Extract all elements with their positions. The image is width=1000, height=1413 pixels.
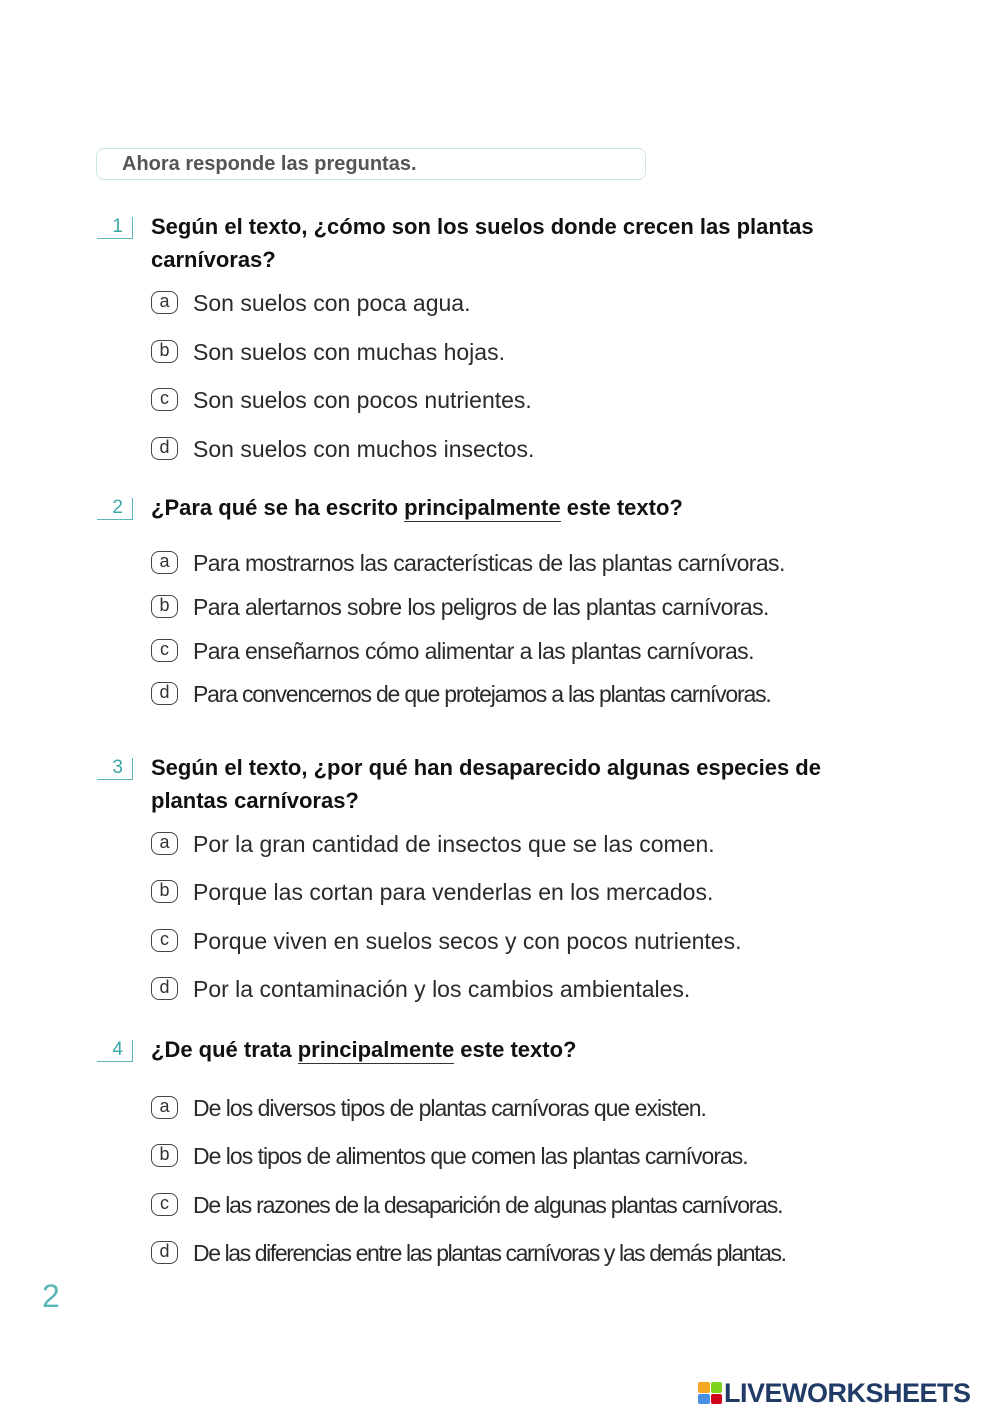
- option-text: De las diferencias entre las plantas carnívoras y las demás plantas.: [193, 1240, 786, 1266]
- option-text: De los diversos tipos de plantas carnívoras que existen.: [193, 1095, 706, 1121]
- option-3a[interactable]: [151, 829, 911, 859]
- question-number: 1: [97, 217, 133, 239]
- option-text: Porque viven en suelos secos y con pocos nutrientes.: [193, 928, 742, 954]
- option-3c[interactable]: [151, 926, 911, 956]
- option-letter: a: [151, 832, 178, 855]
- option-text: De los tipos de alimentos que comen las plantas carnívoras.: [193, 1143, 748, 1169]
- option-text: Por la gran cantidad de insectos que se las comen.: [193, 831, 715, 857]
- instruction-text: Ahora responde las preguntas.: [122, 153, 417, 175]
- underlined-word: principalmente: [297, 1037, 455, 1062]
- option-1b[interactable]: [151, 337, 911, 367]
- brand-name: LIVEWORKSHEETS: [724, 1377, 971, 1408]
- option-4b[interactable]: [151, 1141, 911, 1171]
- option-text: Para alertarnos sobre los peligros de las plantas carnívoras.: [193, 594, 769, 620]
- option-2d[interactable]: [151, 679, 911, 709]
- question-text: Según el texto, ¿por qué han desaparecido algunas especies de plantas carnívoras?: [151, 755, 821, 813]
- option-1c[interactable]: [151, 385, 911, 415]
- option-text: Por la contaminación y los cambios ambientales.: [193, 976, 691, 1002]
- page-number: 2: [42, 1278, 60, 1314]
- option-letter: c: [151, 388, 178, 411]
- question-text: [151, 1033, 886, 1066]
- option-text: Son suelos con muchas hojas.: [193, 339, 505, 365]
- question-text-end: este texto?: [454, 1037, 577, 1062]
- option-4d[interactable]: [151, 1238, 911, 1268]
- option-text: Son suelos con muchos insectos.: [193, 436, 535, 462]
- option-letter: a: [151, 291, 178, 314]
- option-letter: c: [151, 639, 178, 662]
- option-2c[interactable]: [151, 636, 911, 666]
- option-4a[interactable]: [151, 1093, 911, 1123]
- option-2a[interactable]: [151, 548, 911, 578]
- question-text: Según el texto, ¿cómo son los suelos donde crecen las plantas carnívoras?: [151, 214, 814, 272]
- option-text: Son suelos con poca agua.: [193, 290, 471, 316]
- option-2b[interactable]: [151, 592, 911, 622]
- question-text-end: este texto?: [560, 495, 683, 520]
- option-letter: c: [151, 929, 178, 952]
- option-letter: b: [151, 1144, 178, 1167]
- question-number: 4: [97, 1040, 133, 1062]
- question-number: 3: [97, 758, 133, 780]
- option-text: Para mostrarnos las características de las plantas carnívoras.: [193, 550, 785, 576]
- question-text-start: ¿Para qué se ha escrito: [151, 495, 405, 520]
- option-letter: b: [151, 880, 178, 903]
- option-letter: d: [151, 682, 178, 705]
- question-number: 2: [97, 498, 133, 520]
- option-3b[interactable]: [151, 877, 911, 907]
- option-letter: b: [151, 595, 178, 618]
- option-text: Para enseñarnos cómo alimentar a las plantas carnívoras.: [193, 638, 754, 664]
- option-text: De las razones de la desaparición de algunas plantas carnívoras.: [193, 1192, 783, 1218]
- option-4c[interactable]: [151, 1190, 911, 1220]
- option-1d[interactable]: [151, 434, 911, 464]
- option-text: Porque las cortan para venderlas en los mercados.: [193, 879, 714, 905]
- option-letter: b: [151, 340, 178, 363]
- liveworksheets-brand[interactable]: [698, 1378, 971, 1408]
- liveworksheets-logo-icon: [698, 1382, 722, 1404]
- option-letter: a: [151, 551, 178, 574]
- option-letter: a: [151, 1096, 178, 1119]
- underlined-word: principalmente: [404, 495, 561, 520]
- option-letter: d: [151, 977, 178, 1000]
- question-text: [151, 491, 886, 524]
- instruction-banner: [96, 148, 646, 180]
- option-1a[interactable]: [151, 288, 911, 318]
- option-letter: c: [151, 1193, 178, 1216]
- option-letter: d: [151, 1241, 178, 1264]
- question-text-start: ¿De qué trata: [151, 1037, 298, 1062]
- option-text: Son suelos con pocos nutrientes.: [193, 387, 532, 413]
- option-3d[interactable]: [151, 974, 911, 1004]
- option-text: Para convencernos de que protejamos a las plantas carnívoras.: [193, 681, 771, 707]
- option-letter: d: [151, 437, 178, 460]
